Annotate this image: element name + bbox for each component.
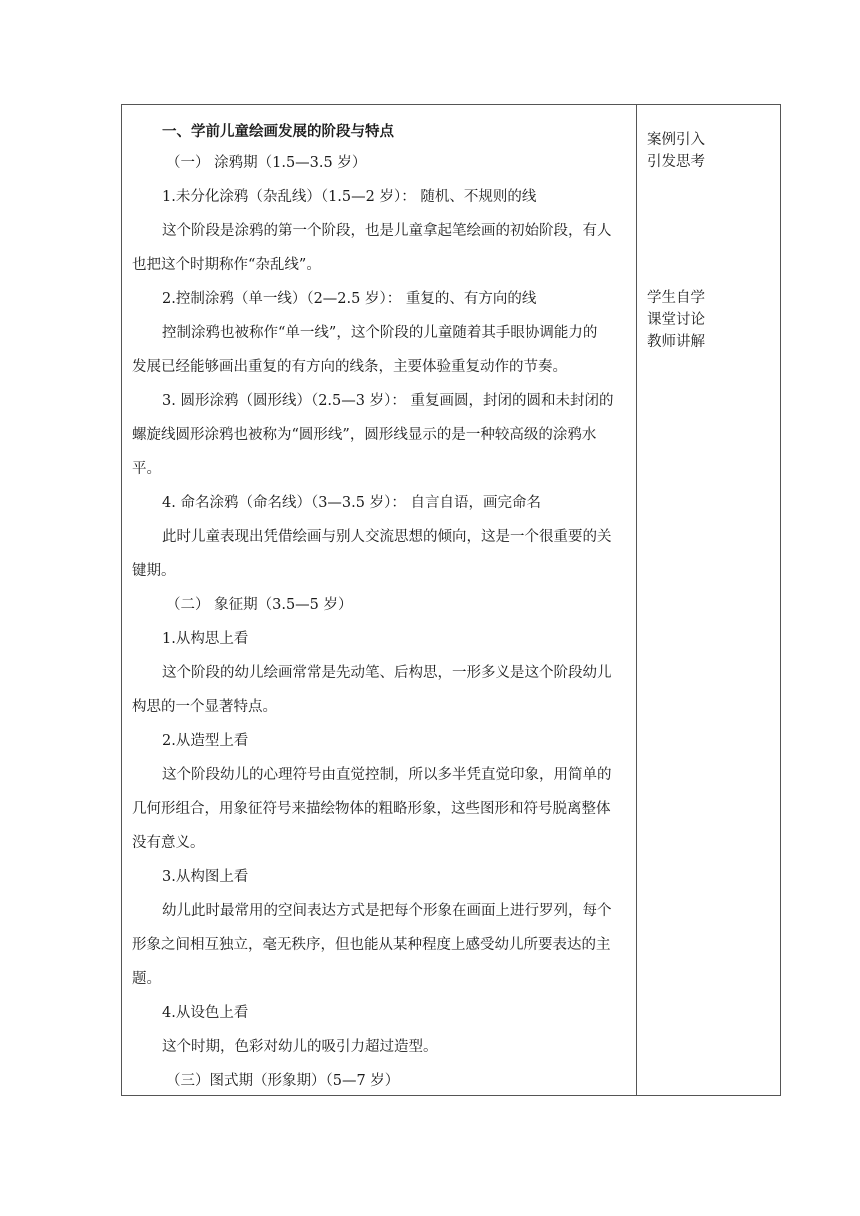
paragraph-line: 形象之间相互独立，毫无秩序，但也能从某种程度上感受幼儿所要表达的主 — [132, 937, 611, 953]
paragraph-line: 这个阶段是涂鸦的第一个阶段，也是儿童拿起笔绘画的初始阶段，有人 — [162, 223, 612, 239]
paragraph-line: 构思的一个显著特点。 — [132, 699, 277, 715]
note-line: 教师讲解 — [647, 334, 705, 350]
sub-heading: 1.未分化涂鸦（杂乱线）（1.5—2 岁）： 随机、不规则的线 — [162, 189, 537, 205]
paragraph-line: 这个阶段幼儿的心理符号由直觉控制，所以多半凭直觉印象，用简单的 — [162, 767, 612, 783]
note-line: 引发思考 — [647, 154, 705, 170]
lesson-table — [121, 104, 781, 1096]
paragraph-line: 题。 — [132, 971, 161, 987]
paragraph-line: 螺旋线圆形涂鸦也被称为“圆形线”，圆形线显示的是一种较高级的涂鸦水 — [132, 427, 597, 443]
sub-heading: 3. 圆形涂鸦（圆形线）（2.5—3 岁）： 重复画圆，封闭的圆和未封闭的 — [162, 393, 614, 409]
sub-heading: 3.从构图上看 — [162, 869, 249, 885]
note-line: 案例引入 — [647, 132, 705, 148]
sub-heading: 1.从构思上看 — [162, 631, 249, 647]
column-divider — [636, 105, 637, 1095]
sub-heading: 4. 命名涂鸦（命名线）（3—3.5 岁）： 自言自语，画完命名 — [162, 495, 541, 511]
note-line: 学生自学 — [647, 290, 705, 306]
paragraph-line: 也把这个时期称作“杂乱线”。 — [132, 257, 321, 273]
paragraph-line: 控制涂鸦也被称作“单一线”，这个阶段的儿童随着其手眼协调能力的 — [162, 325, 598, 341]
paragraph-line: 键期。 — [132, 563, 176, 579]
sub-heading: 2.从造型上看 — [162, 733, 249, 749]
note-line: 课堂讨论 — [647, 312, 705, 328]
stage-heading-3: （三）图式期（形象期）（5—7 岁） — [166, 1073, 400, 1089]
section-heading: 一、学前儿童绘画发展的阶段与特点 — [162, 123, 394, 140]
stage-heading-1: （一） 涂鸦期（1.5—3.5 岁） — [166, 155, 367, 171]
paragraph-line: 这个阶段的幼儿绘画常常是先动笔、后构思，一形多义是这个阶段幼儿 — [162, 665, 612, 681]
paragraph-line: 此时儿童表现出凭借绘画与别人交流思想的倾向，这是一个很重要的关 — [162, 529, 612, 545]
paragraph-line: 平。 — [132, 461, 161, 477]
paragraph-line: 这个时期，色彩对幼儿的吸引力超过造型。 — [162, 1039, 438, 1055]
sub-heading: 4.从设色上看 — [162, 1005, 249, 1021]
paragraph-line: 幼儿此时最常用的空间表达方式是把每个形象在画面上进行罗列，每个 — [162, 903, 612, 919]
paragraph-line: 几何形组合，用象征符号来描绘物体的粗略形象，这些图形和符号脱离整体 — [132, 801, 611, 817]
stage-heading-2: （二） 象征期（3.5—5 岁） — [166, 597, 353, 613]
paragraph-line: 没有意义。 — [132, 835, 205, 851]
sub-heading: 2.控制涂鸦（单一线）（2—2.5 岁）： 重复的、有方向的线 — [162, 291, 537, 307]
paragraph-line: 发展已经能够画出重复的有方向的线条，主要体验重复动作的节奏。 — [132, 359, 567, 375]
